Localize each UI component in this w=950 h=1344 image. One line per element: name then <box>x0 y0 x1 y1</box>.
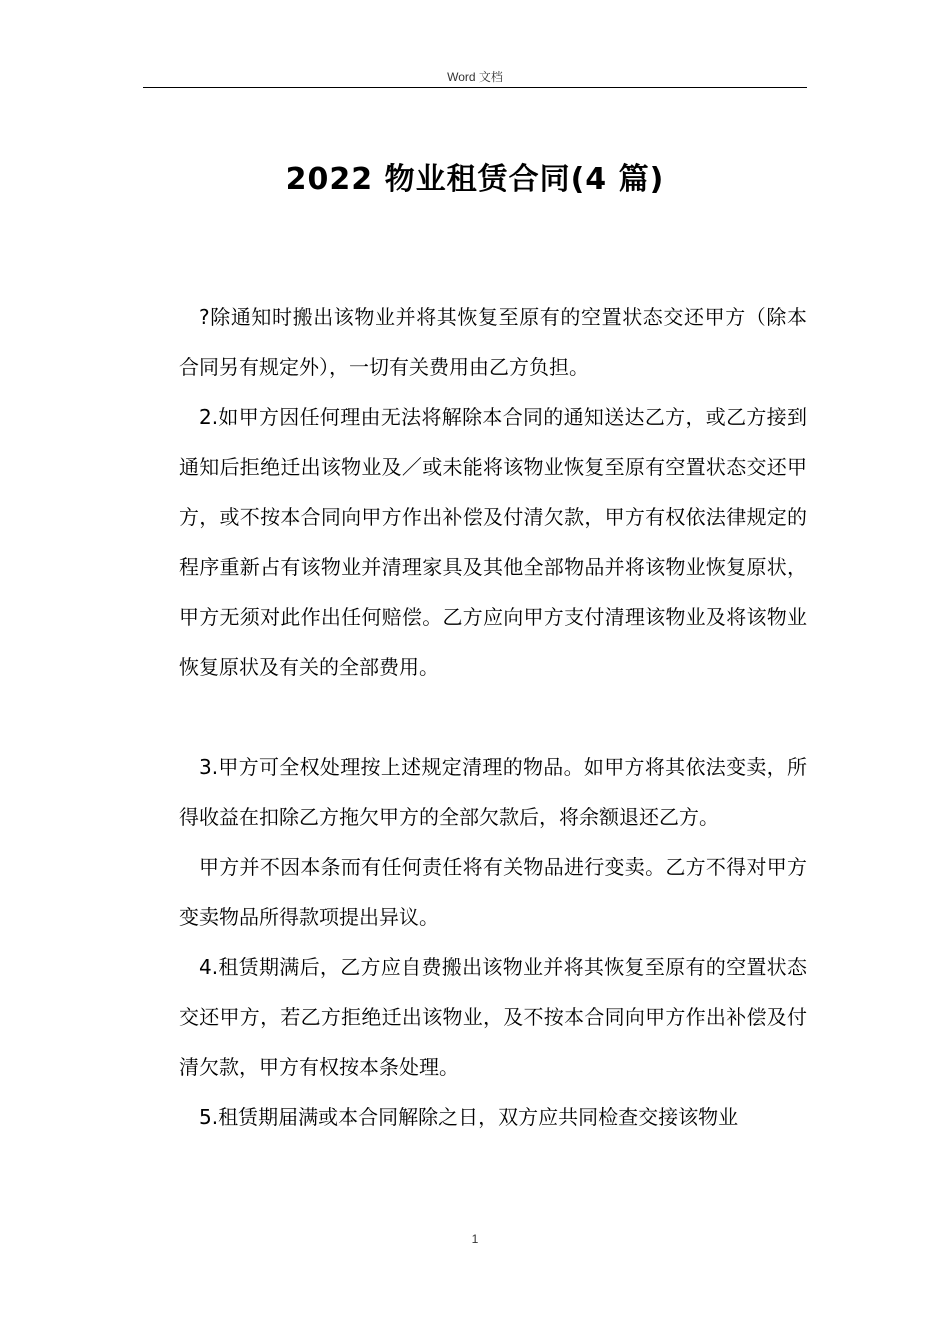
document-body <box>179 292 807 1142</box>
document-title: 2022 物业租赁合同(4 篇) <box>285 162 665 197</box>
page-number: 1 <box>471 1232 479 1246</box>
page-header-text: Word 文档 <box>447 70 503 84</box>
paragraph-clause-3: 3.甲方可全权处理按上述规定清理的物品。如甲方将其依法变卖，所得收益在扣除乙方拖欠甲方的全部欠款后，将余额退还乙方。 <box>179 755 807 829</box>
paragraph-clearance-notice: ?除通知时搬出该物业并将其恢复至原有的空置状态交还甲方（除本合同另有规定外），一切有关费用由乙方负担。 <box>179 305 807 379</box>
paragraph-clause-5: 5.租赁期届满或本合同解除之日，双方应共同检查交接该物业 <box>199 1105 739 1129</box>
paragraph-clause-2: 2.如甲方因任何理由无法将解除本合同的通知送达乙方，或乙方接到通知后拒绝迁出该物业及／或未能将该物业恢复至原有空置状态交还甲方，或不按本合同向甲方作出补偿及付清欠款，甲方有权依法律规定的程序重新占有该物业并清理家具及其他全部物品并将该物业恢复原状，甲方无须对此作出任何赔偿。乙方应向甲方支付清理该物业及将该物业恢复原状及有关的全部费用。 <box>179 405 807 679</box>
paragraph-no-obligation: 甲方并不因本条而有任何责任将有关物品进行变卖。乙方不得对甲方变卖物品所得款项提出异议。 <box>179 855 807 929</box>
paragraph-clause-4: 4.租赁期满后，乙方应自费搬出该物业并将其恢复至原有的空置状态交还甲方，若乙方拒绝迁出该物业，及不按本合同向甲方作出补偿及付清欠款，甲方有权按本条处理。 <box>179 955 807 1079</box>
paragraph-spacer <box>179 692 807 742</box>
header-divider <box>143 87 807 88</box>
